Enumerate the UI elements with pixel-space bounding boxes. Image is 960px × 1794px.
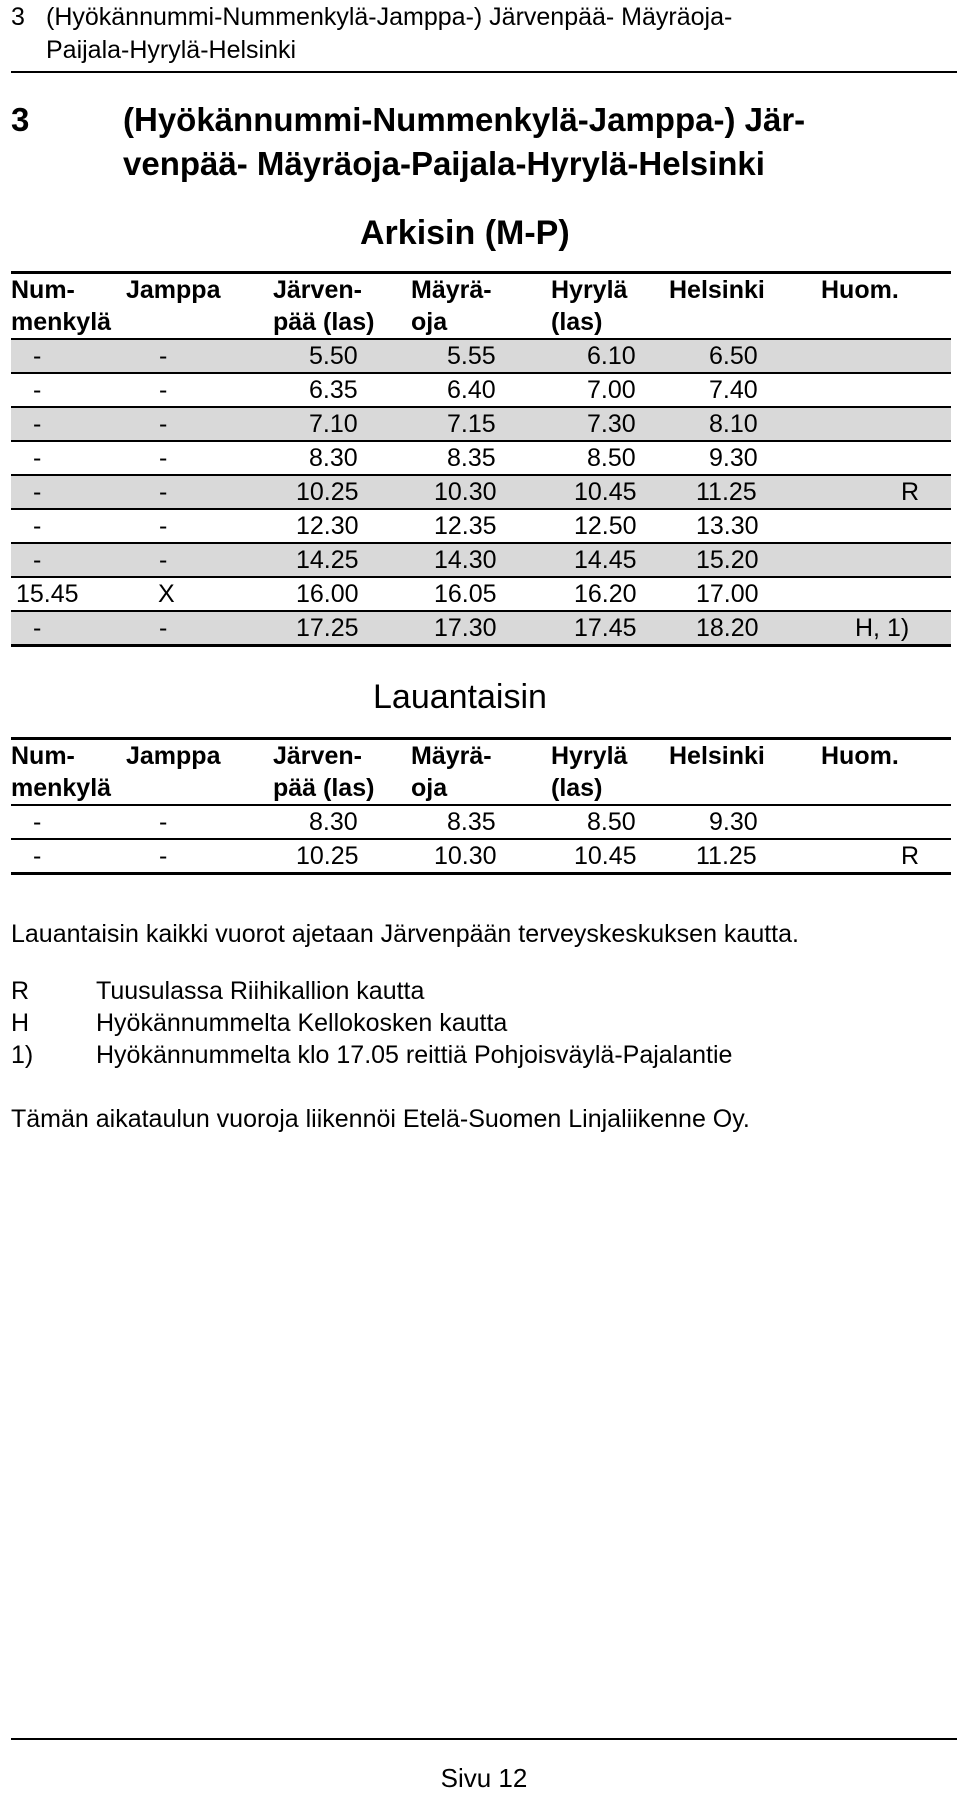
table-cell: 12.50 xyxy=(551,509,669,543)
table-cell: 9.30 xyxy=(669,805,821,839)
table-cell: - xyxy=(11,839,126,874)
legend-key: R xyxy=(11,977,30,1005)
table-cell: - xyxy=(11,339,126,373)
route-number: 3 xyxy=(11,101,30,138)
column-header-line: oja xyxy=(411,308,448,336)
column-header-line: Huom. xyxy=(821,276,899,304)
column-header xyxy=(821,739,951,806)
table-cell: - xyxy=(11,373,126,407)
table-cell: 17.25 xyxy=(273,611,411,646)
table-cell: 10.30 xyxy=(411,839,551,874)
table-cell: - xyxy=(11,805,126,839)
table-cell: - xyxy=(126,509,273,543)
column-header xyxy=(411,273,551,340)
column-header xyxy=(551,739,669,806)
column-header-line: Jamppa xyxy=(126,742,221,770)
column-header-line: Hyrylä xyxy=(551,276,628,304)
column-header-line: (las) xyxy=(551,774,603,802)
table-cell: 8.10 xyxy=(669,407,821,441)
table-cell: 10.25 xyxy=(273,475,411,509)
table-cell: - xyxy=(126,805,273,839)
table-cell: - xyxy=(126,339,273,373)
header-row xyxy=(11,273,951,340)
column-header-line: Järven- xyxy=(273,276,362,304)
column-header-line xyxy=(126,306,273,338)
table-cell: 15.45 xyxy=(11,577,126,611)
saturday-timetable-body xyxy=(11,805,951,874)
saturday-note: Lauantaisin kaikki vuorot ajetaan Järvenpään terveyskeskuksen kautta. xyxy=(11,920,799,948)
route-title-line1: (Hyökännummi-Nummenkylä-Jamppa-) Jär- xyxy=(123,101,806,138)
table-cell xyxy=(821,373,951,407)
column-header xyxy=(273,739,411,806)
page-header xyxy=(11,0,957,73)
table-row xyxy=(11,805,951,839)
table-cell: 14.45 xyxy=(551,543,669,577)
table-cell: - xyxy=(11,611,126,646)
table-cell: X xyxy=(126,577,273,611)
column-header xyxy=(11,273,126,340)
table-cell: 9.30 xyxy=(669,441,821,475)
legend-key: H xyxy=(11,1009,30,1037)
table-cell: 7.30 xyxy=(551,407,669,441)
legend-text: Hyökännummelta klo 17.05 reittiä Pohjoisväylä-Pajalantie xyxy=(96,1041,733,1069)
column-header-line: (las) xyxy=(551,308,603,336)
table-row xyxy=(11,839,951,874)
table-cell: 17.00 xyxy=(669,577,821,611)
table-cell xyxy=(821,339,951,373)
column-header-line: Mäyrä- xyxy=(411,276,492,304)
table-cell: 14.25 xyxy=(273,543,411,577)
column-header xyxy=(669,273,821,340)
weekday-timetable xyxy=(11,271,951,647)
column-header xyxy=(411,739,551,806)
table-cell: 17.30 xyxy=(411,611,551,646)
table-cell: 6.50 xyxy=(669,339,821,373)
header-route-line1: (Hyökännummi-Nummenkylä-Jamppa-) Järvenpää- Mäyräoja- xyxy=(46,3,733,31)
table-cell xyxy=(821,407,951,441)
table-cell: H, 1) xyxy=(821,611,951,646)
table-cell: 12.30 xyxy=(273,509,411,543)
header-route-number: 3 xyxy=(11,3,25,31)
table-cell: 7.10 xyxy=(273,407,411,441)
table-cell: 16.20 xyxy=(551,577,669,611)
column-header-line: menkylä xyxy=(11,774,112,802)
column-header xyxy=(669,739,821,806)
header-route-line2: Paijala-Hyrylä-Helsinki xyxy=(46,36,297,64)
table-cell: - xyxy=(126,611,273,646)
table-row xyxy=(11,543,951,577)
column-header-line: Num- xyxy=(11,742,75,770)
column-header xyxy=(11,739,126,806)
table-cell: 7.00 xyxy=(551,373,669,407)
column-header-line: Helsinki xyxy=(669,276,765,304)
column-header-line xyxy=(821,306,951,338)
table-cell: 5.50 xyxy=(273,339,411,373)
table-cell: 5.55 xyxy=(411,339,551,373)
table-cell: 11.25 xyxy=(669,839,821,874)
table-cell: - xyxy=(126,441,273,475)
column-header-line: pää (las) xyxy=(273,308,375,336)
table-cell: 10.45 xyxy=(551,475,669,509)
table-row xyxy=(11,509,951,543)
table-cell: - xyxy=(126,407,273,441)
table-cell: 15.20 xyxy=(669,543,821,577)
column-header-line xyxy=(669,306,821,338)
table-cell: 8.30 xyxy=(273,441,411,475)
table-cell: 8.35 xyxy=(411,441,551,475)
table-cell: 14.30 xyxy=(411,543,551,577)
table-cell: 11.25 xyxy=(669,475,821,509)
table-row xyxy=(11,407,951,441)
table-cell xyxy=(821,509,951,543)
table-cell: 7.15 xyxy=(411,407,551,441)
table-cell: 12.35 xyxy=(411,509,551,543)
route-title-line2: venpää- Mäyräoja-Paijala-Hyrylä-Helsinki xyxy=(123,145,765,182)
table-cell: 8.30 xyxy=(273,805,411,839)
table-cell: 18.20 xyxy=(669,611,821,646)
table-cell: - xyxy=(11,441,126,475)
table-cell xyxy=(821,441,951,475)
column-header-line: Huom. xyxy=(821,742,899,770)
saturday-timetable-header xyxy=(11,739,951,806)
table-cell: 10.25 xyxy=(273,839,411,874)
page-footer xyxy=(11,1738,957,1794)
table-cell xyxy=(821,543,951,577)
table-cell: 6.10 xyxy=(551,339,669,373)
table-cell: - xyxy=(126,543,273,577)
table-cell: R xyxy=(821,839,951,874)
table-row xyxy=(11,373,951,407)
table-cell: 13.30 xyxy=(669,509,821,543)
column-header-line: pää (las) xyxy=(273,774,375,802)
column-header-line: menkylä xyxy=(11,308,112,336)
table-cell: 7.40 xyxy=(669,373,821,407)
table-cell: 17.45 xyxy=(551,611,669,646)
column-header-line: Jamppa xyxy=(126,276,221,304)
table-cell: - xyxy=(11,407,126,441)
table-cell: 16.00 xyxy=(273,577,411,611)
weekday-timetable-header xyxy=(11,273,951,340)
table-cell: 8.50 xyxy=(551,441,669,475)
table-cell: - xyxy=(126,373,273,407)
column-header xyxy=(126,273,273,340)
column-header xyxy=(821,273,951,340)
table-cell: 6.40 xyxy=(411,373,551,407)
column-header-line: Helsinki xyxy=(669,742,765,770)
column-header-line xyxy=(126,772,273,804)
legend-text: Hyökännummelta Kellokosken kautta xyxy=(96,1009,508,1037)
table-cell: 16.05 xyxy=(411,577,551,611)
column-header-line: Hyrylä xyxy=(551,742,628,770)
column-header-line xyxy=(821,772,951,804)
table-cell: 10.45 xyxy=(551,839,669,874)
table-cell: - xyxy=(126,475,273,509)
header-row xyxy=(11,739,951,806)
legend-key: 1) xyxy=(11,1041,34,1069)
table-row xyxy=(11,475,951,509)
table-cell xyxy=(821,577,951,611)
column-header-line: Mäyrä- xyxy=(411,742,492,770)
table-row xyxy=(11,611,951,646)
column-header-line: oja xyxy=(411,774,448,802)
table-cell: 10.30 xyxy=(411,475,551,509)
column-header xyxy=(551,273,669,340)
page-number: Sivu 12 xyxy=(440,1763,528,1793)
operator-note: Tämän aikataulun vuoroja liikennöi Etelä-Suomen Linjaliikenne Oy. xyxy=(11,1105,750,1133)
column-header-line xyxy=(669,772,821,804)
legend-text: Tuusulassa Riihikallion kautta xyxy=(96,977,425,1005)
table-cell: 8.50 xyxy=(551,805,669,839)
column-header xyxy=(126,739,273,806)
column-header-line: Järven- xyxy=(273,742,362,770)
table-row xyxy=(11,339,951,373)
column-header-line: Num- xyxy=(11,276,75,304)
table-cell xyxy=(821,805,951,839)
table-cell: R xyxy=(821,475,951,509)
table-cell: - xyxy=(11,475,126,509)
table-cell: - xyxy=(11,543,126,577)
table-cell: 6.35 xyxy=(273,373,411,407)
column-header xyxy=(273,273,411,340)
table-row xyxy=(11,441,951,475)
table-row xyxy=(11,577,951,611)
weekday-timetable-body xyxy=(11,339,951,646)
table-cell: 8.35 xyxy=(411,805,551,839)
table-cell: - xyxy=(126,839,273,874)
saturday-timetable xyxy=(11,737,951,875)
table-cell: - xyxy=(11,509,126,543)
